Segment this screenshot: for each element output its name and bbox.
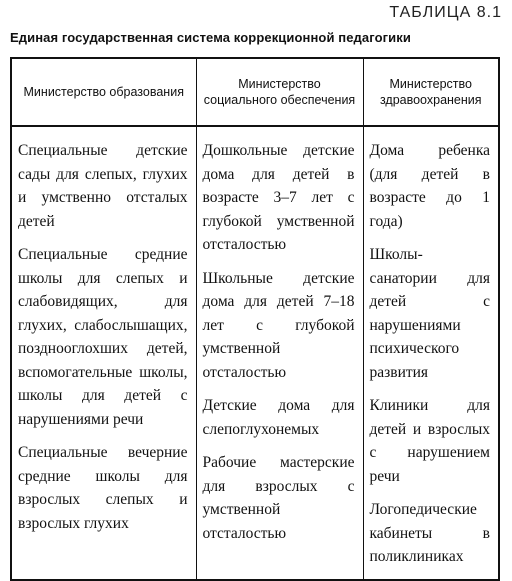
list-item: Рабочие мастерские для взрослых с умственной отсталостью: [202, 454, 355, 542]
list-item: Специальные детские сады для слепых, глухих и умственно отсталых детей: [18, 142, 188, 230]
health-cell: [363, 126, 499, 580]
list-item: Дошкольные детские дома для детей в возрасте 3–7 лет с глубокой умственной отсталостью: [202, 142, 355, 253]
education-cell: [11, 126, 196, 580]
ministries-table: [10, 57, 500, 581]
list-item: Дома ребенка (для детей в возрасте до 1 года): [369, 142, 490, 230]
body-row: [11, 126, 499, 580]
list-item: Школьные детские дома для детей 7–18 лет с глубокой умственной отсталостью: [202, 269, 355, 381]
list-item: Логопедические кабинеты в поликлиниках: [369, 501, 490, 565]
social-security-cell: [196, 126, 363, 580]
list-item: Специальные вечерние средние школы для взрослых слепых и взрослых глухих: [18, 444, 188, 532]
list-item: Детские дома для слепоглухонемых: [202, 397, 355, 438]
table-title: Единая государственная система коррекционной педагогики: [10, 30, 411, 45]
header-row: [11, 58, 499, 126]
list-item: Школы-санатории для детей с нарушениями психического развития: [369, 246, 490, 381]
list-item: Клиники для детей и взрослых с нарушением речи: [369, 397, 490, 485]
column-header-social-security: Министерство социального обеспечения: [196, 58, 363, 126]
table-number-label: ТАБЛИЦА 8.1: [389, 4, 502, 21]
column-header-education: Министерство образования: [11, 58, 196, 126]
column-header-health: Министерство здравоохранения: [363, 58, 499, 126]
list-item: Специальные средние школы для слепых и слабовидящих, для глухих, слабослышащих, позднооглохших детей, вспомогательные школы, школы для детей с нарушениями речи: [18, 246, 188, 428]
